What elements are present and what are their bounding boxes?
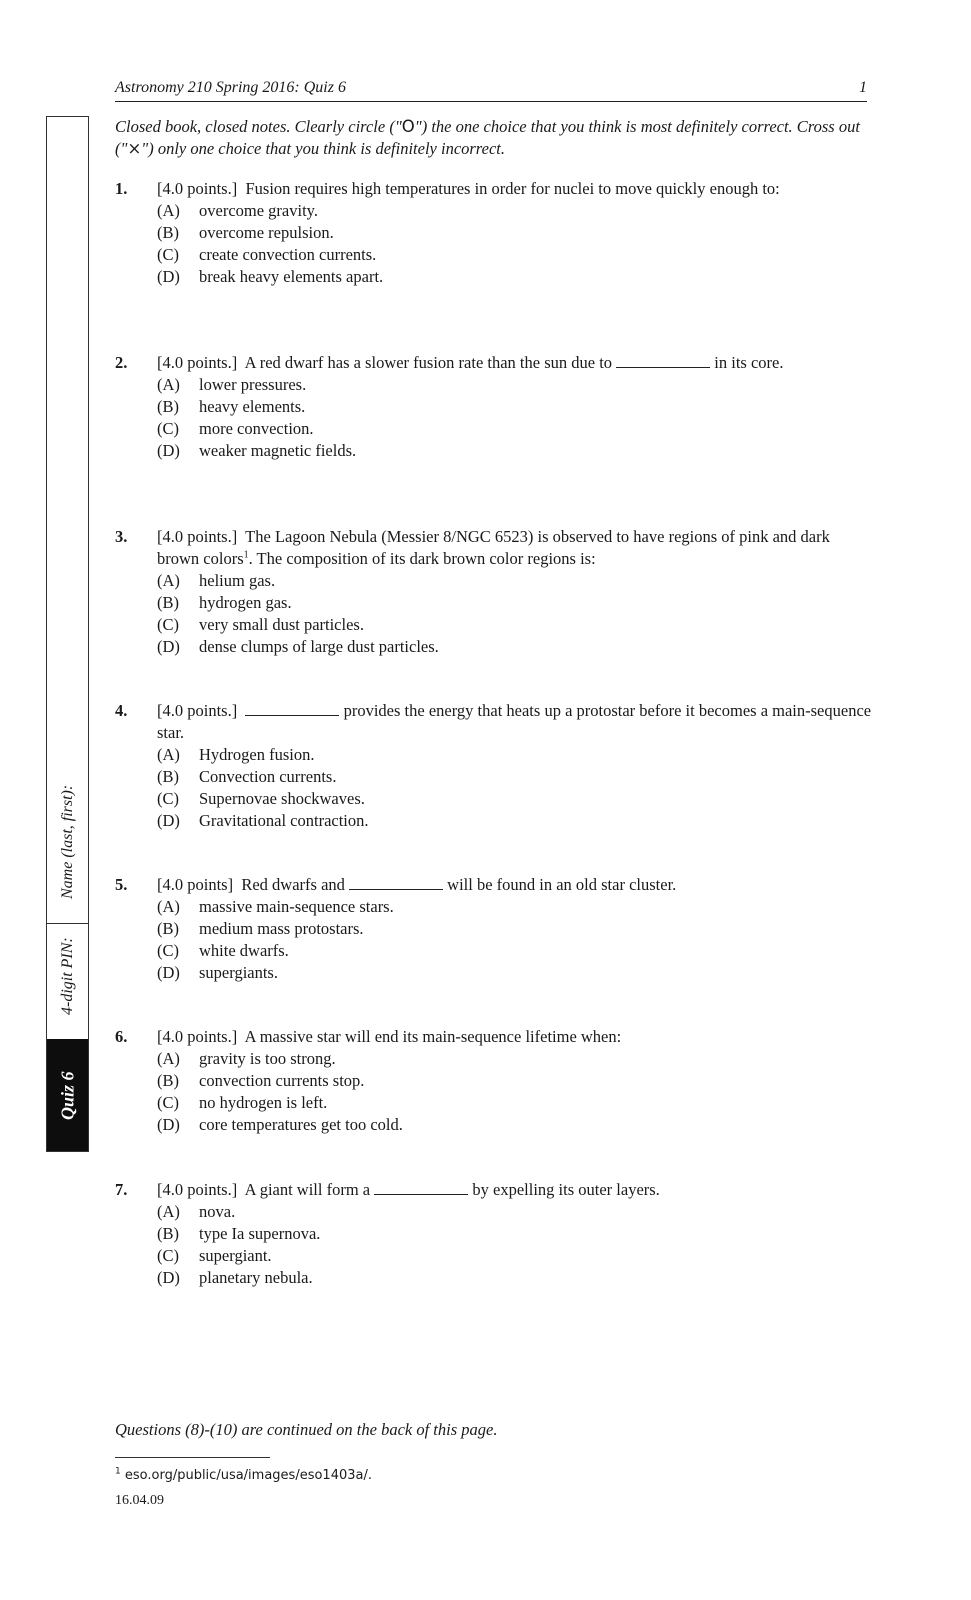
option-text: massive main-sequence stars. — [199, 897, 394, 916]
option-c[interactable] — [157, 788, 875, 810]
option-text: heavy elements. — [199, 397, 306, 416]
option-text: medium mass protostars. — [199, 919, 364, 938]
footnote — [115, 1468, 372, 1483]
option-text: weaker magnetic fields. — [199, 441, 357, 460]
option-d[interactable] — [157, 810, 875, 832]
quiz-title: Astronomy 210 Spring 2016: Quiz 6 — [115, 79, 346, 96]
option-text: nova. — [199, 1202, 236, 1221]
option-d[interactable] — [157, 1114, 875, 1136]
question-text: Red dwarfs and — [241, 875, 345, 894]
option-text: create convection currents. — [199, 245, 377, 264]
option-letter: (B) — [157, 1224, 179, 1243]
question-text: Fusion requires high temperatures in order for nuclei to move quickly enough to: — [245, 179, 780, 198]
question-text: by expelling its outer layers. — [472, 1180, 660, 1199]
option-letter: (D) — [157, 441, 180, 460]
instructions-text: ") the one choice that you think is most definitely correct. Cross out (" — [115, 117, 860, 158]
circle-symbol: O — [401, 117, 415, 136]
option-a[interactable] — [157, 744, 875, 766]
option-text: gravity is too strong. — [199, 1049, 336, 1068]
option-letter: (A) — [157, 897, 180, 916]
option-text: break heavy elements apart. — [199, 267, 384, 286]
quiz-label: Quiz 6 — [57, 1071, 77, 1120]
option-b[interactable] — [157, 1070, 875, 1092]
option-text: dense clumps of large dust particles. — [199, 637, 439, 656]
option-d[interactable] — [157, 962, 875, 984]
option-a[interactable] — [157, 570, 875, 592]
instructions — [115, 116, 867, 160]
question-points: [4.0 points.] — [157, 179, 238, 198]
option-b[interactable] — [157, 1223, 875, 1245]
option-letter: (B) — [157, 1071, 179, 1090]
question-points: [4.0 points.] — [157, 1180, 238, 1199]
option-text: core temperatures get too cold. — [199, 1115, 403, 1134]
option-letter: (B) — [157, 397, 179, 416]
option-text: Gravitational contraction. — [199, 811, 369, 830]
footnote-marker: 1 — [115, 1466, 121, 1477]
option-letter: (A) — [157, 201, 180, 220]
option-letter: (D) — [157, 267, 180, 286]
option-letter: (C) — [157, 789, 179, 808]
option-letter: (C) — [157, 1246, 179, 1265]
question-stem — [157, 874, 875, 896]
option-letter: (B) — [157, 593, 179, 612]
option-b[interactable] — [157, 766, 875, 788]
question-text: provides the energy that heats up a protostar before it becomes a main-sequence star. — [157, 701, 872, 742]
option-d[interactable] — [157, 266, 875, 288]
footnote-ref: 1 — [243, 549, 249, 561]
question-stem — [157, 700, 875, 744]
question-stem — [157, 1026, 875, 1048]
question-number: 6. — [115, 1027, 128, 1046]
option-text: no hydrogen is left. — [199, 1093, 328, 1112]
page-number: 1 — [859, 79, 867, 96]
question-stem — [157, 1179, 875, 1201]
option-letter: (C) — [157, 615, 179, 634]
option-letter: (C) — [157, 941, 179, 960]
option-text: helium gas. — [199, 571, 276, 590]
option-letter: (B) — [157, 919, 179, 938]
question-stem — [157, 352, 875, 374]
option-letter: (D) — [157, 963, 180, 982]
option-a[interactable] — [157, 1201, 875, 1223]
question-number: 1. — [115, 179, 128, 198]
question-points: [4.0 points.] — [157, 353, 238, 372]
option-letter: (C) — [157, 245, 179, 264]
answer-blank — [349, 874, 443, 890]
question-points: [4.0 points] — [157, 875, 234, 894]
instructions-text: ") only one choice that you think is definitely incorrect. — [141, 139, 505, 158]
answer-blank — [374, 1179, 468, 1195]
option-d[interactable] — [157, 636, 875, 658]
option-letter: (A) — [157, 745, 180, 764]
option-letter: (B) — [157, 223, 179, 242]
pin-field[interactable] — [47, 923, 88, 1039]
option-letter: (A) — [157, 1202, 180, 1221]
option-b[interactable] — [157, 222, 875, 244]
pin-label: 4-digit PIN: — [58, 937, 76, 1015]
page-header — [115, 79, 867, 102]
question-text: A red dwarf has a slower fusion rate than the sun due to — [244, 353, 613, 372]
question-points: [4.0 points.] — [157, 527, 238, 546]
option-letter: (A) — [157, 1049, 180, 1068]
question-number: 4. — [115, 701, 128, 720]
answer-blank — [616, 352, 710, 368]
option-letter: (B) — [157, 767, 179, 786]
option-letter: (D) — [157, 811, 180, 830]
question-points: [4.0 points.] — [157, 701, 238, 720]
name-label: Name (last, first): — [58, 784, 76, 899]
option-c[interactable] — [157, 244, 875, 266]
option-letter: (A) — [157, 375, 180, 394]
question-text: A giant will form a — [244, 1180, 371, 1199]
question-text: . The composition of its dark brown color regions is: — [248, 549, 596, 568]
option-d[interactable] — [157, 440, 875, 462]
name-field[interactable] — [47, 117, 88, 924]
quiz-label-box — [47, 1039, 88, 1151]
option-letter: (C) — [157, 419, 179, 438]
option-text: supergiant. — [199, 1246, 272, 1265]
option-text: supergiants. — [199, 963, 278, 982]
option-a[interactable] — [157, 374, 875, 396]
option-b[interactable] — [157, 592, 875, 614]
option-text: overcome repulsion. — [199, 223, 334, 242]
option-letter: (A) — [157, 571, 180, 590]
option-b[interactable] — [157, 396, 875, 418]
option-text: very small dust particles. — [199, 615, 364, 634]
question-text: will be found in an old star cluster. — [447, 875, 677, 894]
date-stamp: 16.04.09 — [115, 1493, 164, 1508]
option-text: overcome gravity. — [199, 201, 318, 220]
option-letter: (D) — [157, 1115, 180, 1134]
cross-symbol: × — [127, 139, 142, 158]
student-info-box — [46, 116, 89, 1152]
option-letter: (D) — [157, 637, 180, 656]
option-text: lower pressures. — [199, 375, 307, 394]
option-a[interactable] — [157, 1048, 875, 1070]
option-text: white dwarfs. — [199, 941, 289, 960]
question-points: [4.0 points.] — [157, 1027, 238, 1046]
option-c[interactable] — [157, 614, 875, 636]
instructions-text: Closed book, closed notes. Clearly circle (" — [115, 117, 402, 136]
option-text: Convection currents. — [199, 767, 337, 786]
option-c[interactable] — [157, 1245, 875, 1267]
question-text: A massive star will end its main-sequence lifetime when: — [244, 1027, 622, 1046]
option-c[interactable] — [157, 418, 875, 440]
option-text: more convection. — [199, 419, 314, 438]
answer-blank — [245, 700, 339, 716]
option-text: type Ia supernova. — [199, 1224, 321, 1243]
option-a[interactable] — [157, 896, 875, 918]
question-text: The Lagoon Nebula (Messier 8/NGC 6523) is observed to have regions of pink and dark brown colors — [157, 527, 830, 568]
question-number: 7. — [115, 1180, 128, 1199]
option-text: hydrogen gas. — [199, 593, 292, 612]
option-c[interactable] — [157, 1092, 875, 1114]
continued-note: Questions (8)-(10) are continued on the back of this page. — [115, 1420, 498, 1439]
question-number: 3. — [115, 527, 128, 546]
option-text: Hydrogen fusion. — [199, 745, 315, 764]
footnote-divider — [115, 1457, 270, 1458]
question-text: in its core. — [714, 353, 784, 372]
option-letter: (D) — [157, 1268, 180, 1287]
question-number: 2. — [115, 353, 128, 372]
option-text: convection currents stop. — [199, 1071, 365, 1090]
option-text: Supernovae shockwaves. — [199, 789, 365, 808]
option-text: planetary nebula. — [199, 1268, 313, 1287]
option-letter: (C) — [157, 1093, 179, 1112]
option-b[interactable] — [157, 918, 875, 940]
option-c[interactable] — [157, 940, 875, 962]
question-stem — [157, 178, 875, 200]
option-a[interactable] — [157, 200, 875, 222]
question-stem — [157, 526, 875, 570]
question-number: 5. — [115, 875, 128, 894]
option-d[interactable] — [157, 1267, 875, 1289]
footnote-text: eso.org/public/usa/images/eso1403a/. — [124, 1468, 372, 1483]
